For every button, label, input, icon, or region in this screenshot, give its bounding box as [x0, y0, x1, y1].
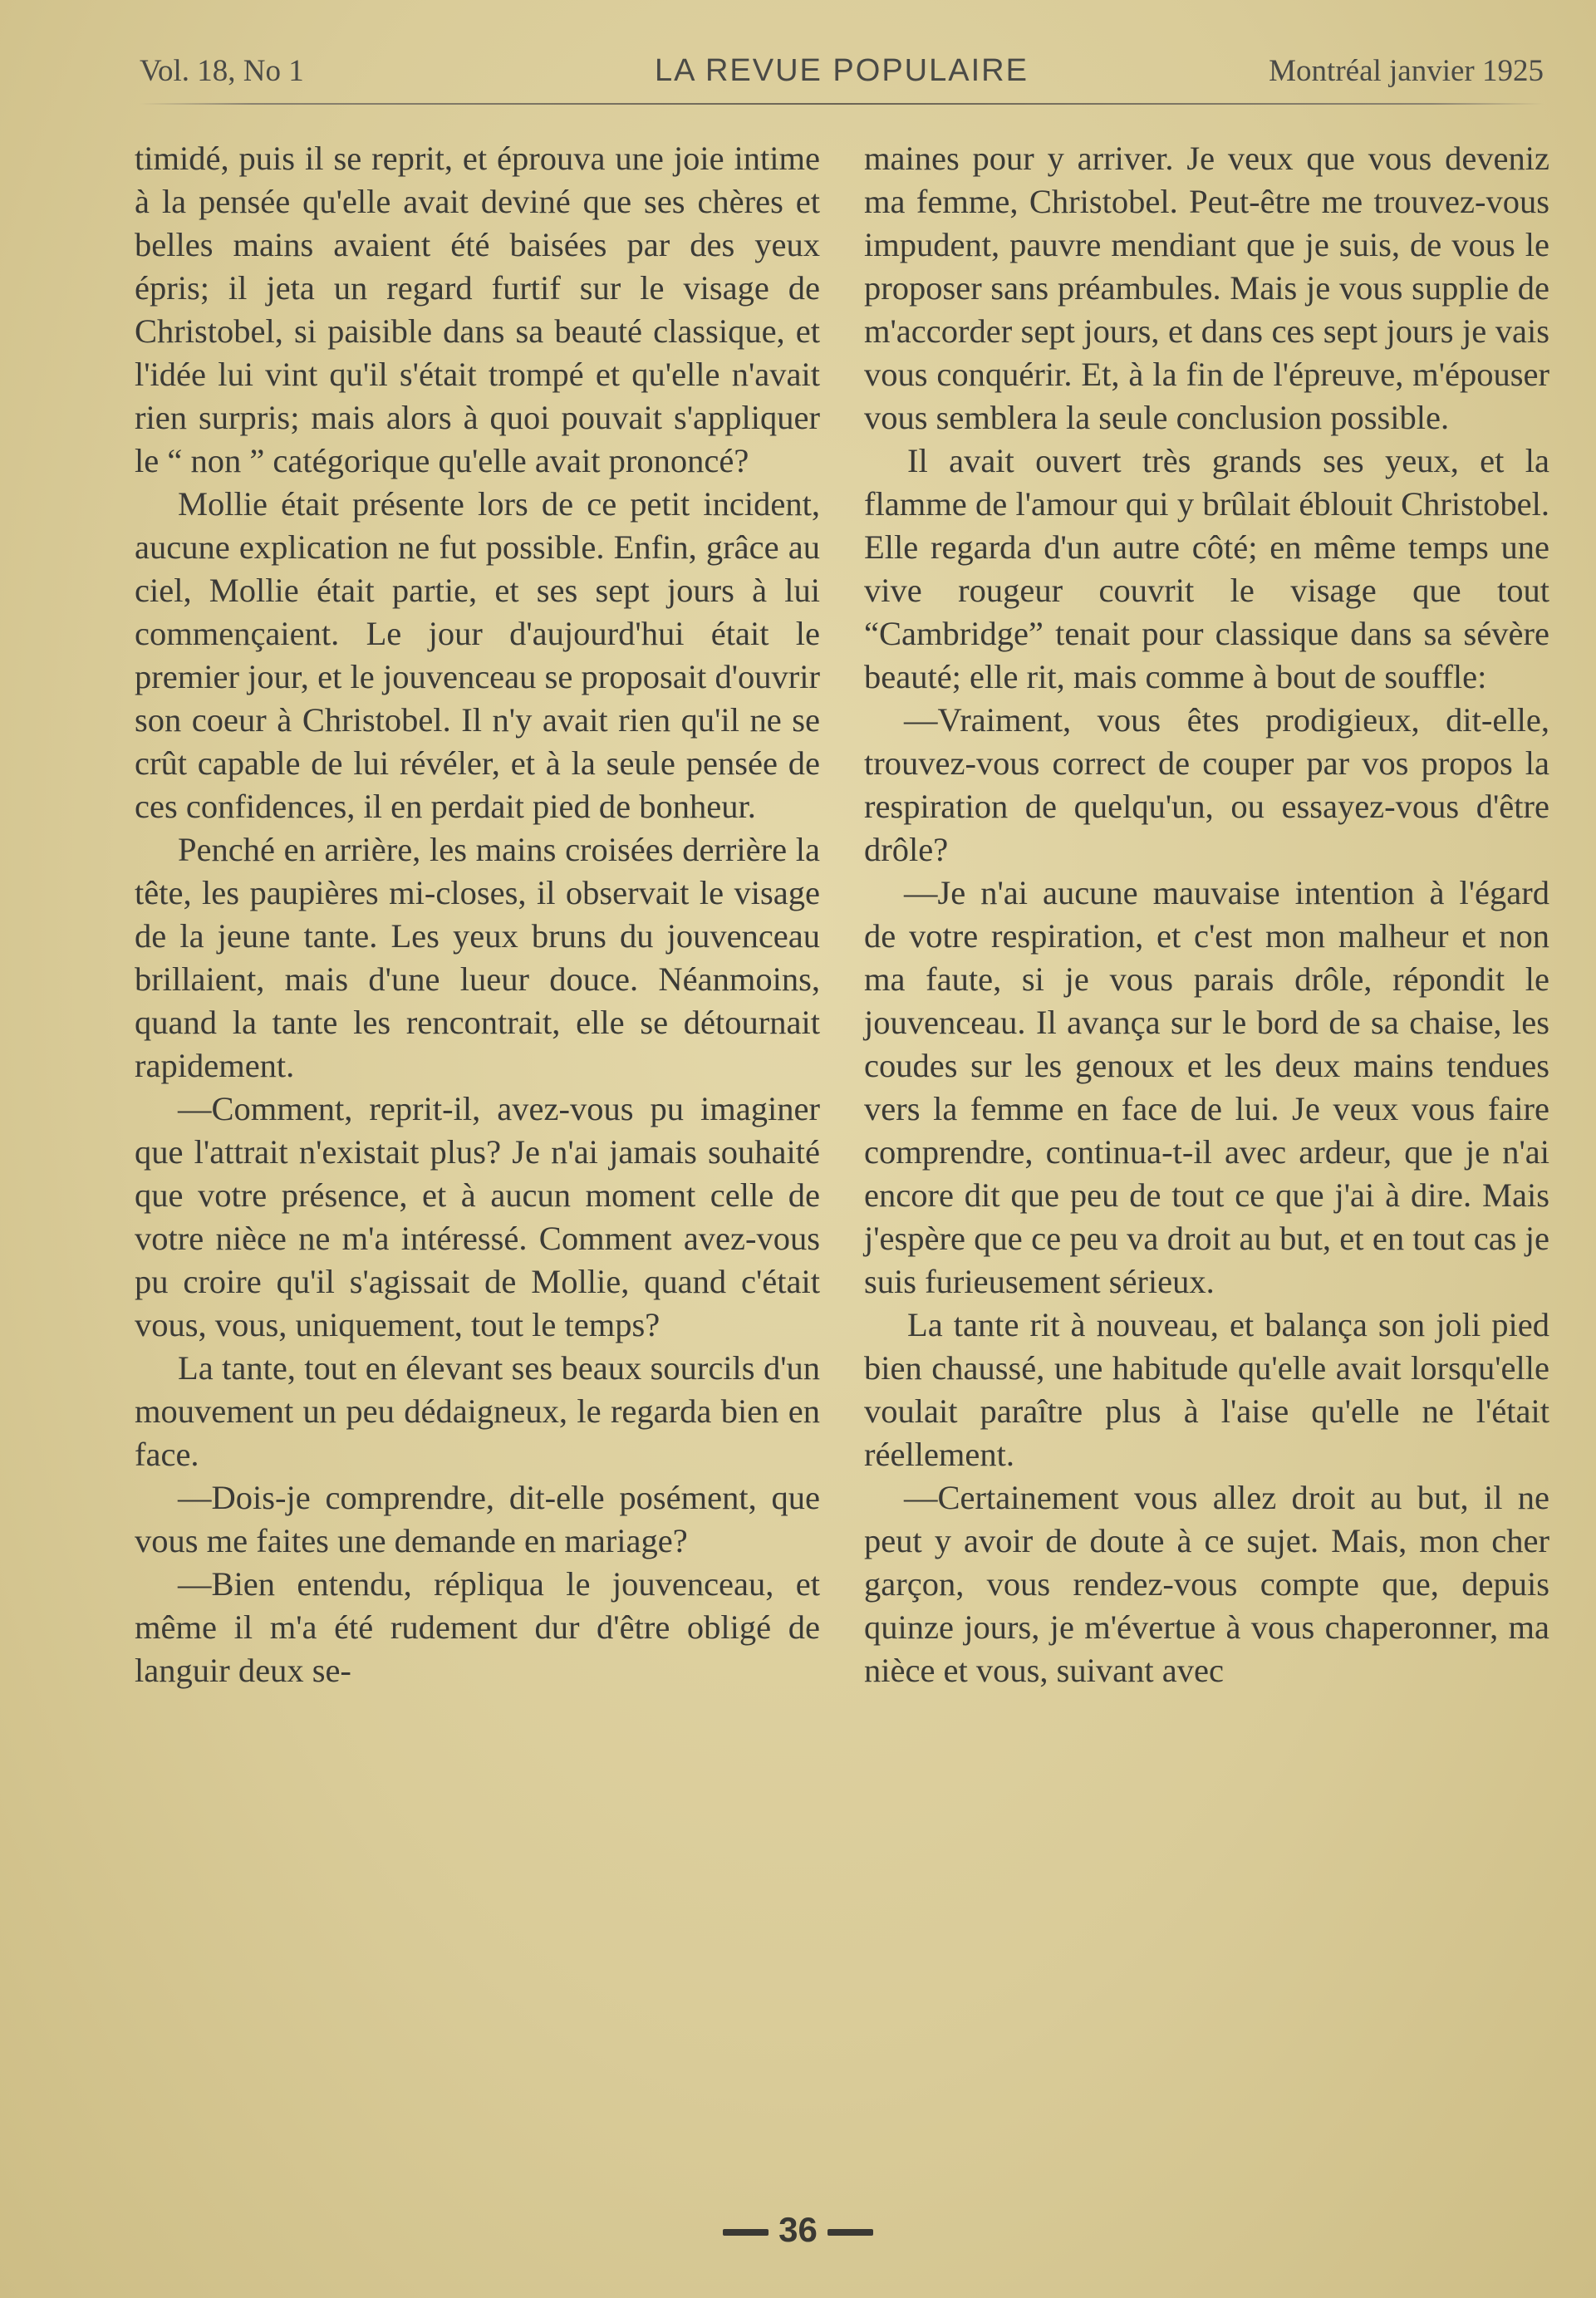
paragraph: La tante rit à nouveau, et balança son joli pied bien chaussé, une habitude qu'elle avait lorsqu'elle voulait paraître plus à l'aise qu'elle ne l'était réellement. — [864, 1306, 1549, 1473]
paragraph: La tante, tout en élevant ses beaux sourcils d'un mouvement un peu dédaigneux, le regarda bien en face. — [135, 1349, 820, 1473]
volume-number: Vol. 18, No 1 — [140, 54, 304, 88]
footer-dash-right — [827, 2229, 873, 2236]
footer-dash-left — [723, 2229, 769, 2236]
magazine-title: LA REVUE POPULAIRE — [655, 53, 1029, 88]
paragraph: Il avait ouvert très grands ses yeux, et la flamme de l'amour qui y brûlait éblouit Christobel. Elle regarda d'un autre côté; en même temps une vive rougeur couvrit le visage que tout “Cambridge” tenait pour classique dans sa sévère beauté; elle rit, mais comme à bout de souffle: — [864, 442, 1549, 695]
paragraph: —Bien entendu, répliqua le jouvenceau, et même il m'a été rudement dur d'être obligé de languir deux se- — [135, 1565, 820, 1689]
paragraph: timidé, puis il se reprit, et éprouva une joie intime à la pensée qu'elle avait deviné que ses chères et belles mains avaient été baisées par des yeux épris; il jeta un regard furtif sur le visage de Christobel, si paisible dans sa beauté classique, et l'idée lui vint qu'il s'était trompé et qu'elle n'avait rien surpris; mais alors à quoi pouvait s'appliquer le “ non ” catégorique qu'elle avait prononcé? — [135, 140, 820, 479]
paragraph: Penché en arrière, les mains croisées derrière la tête, les paupières mi-closes, il observait le visage de la jeune tante. Les yeux bruns du jouvenceau brillaient, mais d'une lueur douce. Néanmoins, quand la tante les rencontrait, elle se détournait rapidement. — [135, 831, 820, 1084]
paragraph: —Vraiment, vous êtes prodigieux, dit-elle, trouvez-vous correct de couper par vos propos la respiration de quelqu'un, ou essayez-vous d'être drôle? — [864, 701, 1549, 868]
paragraph: —Dois-je comprendre, dit-elle posément, que vous me faites une demande en mariage? — [135, 1479, 820, 1559]
paragraph: —Comment, reprit-il, avez-vous pu imaginer que l'attrait n'existait plus? Je n'ai jamais souhaité que votre présence, et à aucun moment celle de votre nièce ne m'a intéressé. Comment avez-vous pu croire qu'il s'agissait de Mollie, quand c'était vous, vous, uniquement, tout le temps? — [135, 1090, 820, 1343]
page-number: 36 — [778, 2210, 818, 2249]
header-rule — [140, 103, 1544, 105]
issue-date: Montréal janvier 1925 — [1269, 54, 1544, 88]
right-column — [864, 137, 1549, 1692]
paragraph: —Je n'ai aucune mauvaise intention à l'égard de votre respiration, et c'est mon malheur et non ma faute, si je vous parais drôle, répondit le jouvenceau. Il avança sur le bord de sa chaise, les coudes sur les genoux et les deux mains tendues vers la femme en face de lui. Je veux vous faire comprendre, continua-t-il avec ardeur, que je n'ai encore dit que peu de tout ce que j'ai à dire. Mais j'espère que ce peu va droit au but, et en tout cas je suis furieusement sérieux. — [864, 874, 1549, 1300]
left-column — [135, 137, 820, 1692]
page-header — [140, 53, 1544, 103]
paragraph: maines pour y arriver. Je veux que vous deveniz ma femme, Christobel. Peut-être me trouvez-vous impudent, pauvre mendiant que je suis, de vous le proposer sans préambules. Mais je vous supplie de m'accorder sept jours, et dans ces sept jours je vais vous conquérir. Et, à la fin de l'épreuve, m'épouser vous semblera la seule conclusion possible. — [864, 140, 1549, 436]
paragraph: —Certainement vous allez droit au but, il ne peut y avoir de doute à ce sujet. Mais, mon cher garçon, vous rendez-vous compte que, depuis quinze jours, je m'évertue à vous chaperonner, ma nièce et vous, suivant avec — [864, 1479, 1549, 1689]
paragraph: Mollie était présente lors de ce petit incident, aucune explication ne fut possible. Enfin, grâce au ciel, Mollie était partie, et ses sept jours à lui commençaient. Le jour d'aujourd'hui était le premier jour, et le jouvenceau se proposait d'ouvrir son coeur à Christobel. Il n'y avait rien qu'il ne se crût capable de lui révéler, et à la seule pensée de ces confidences, il en perdait pied de bonheur. — [135, 485, 820, 825]
page-footer — [0, 2210, 1596, 2250]
